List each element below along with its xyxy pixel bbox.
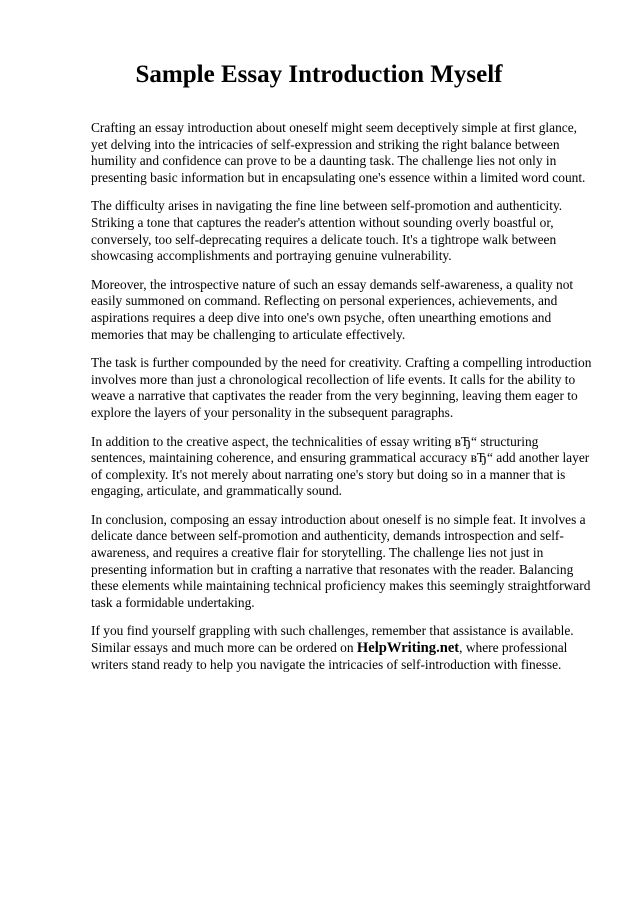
paragraph-7 [91,623,593,673]
paragraph-3: Moreover, the introspective nature of such an essay demands self-awareness, a quality not easily summoned on command. Reflecting on personal experiences, achievements, and aspirations requires a deep dive into one's own psyche, often unearthing emotions and memories that may be challenging to articulate effectively. [91,276,574,342]
document-title: Sample Essay Introduction Myself [135,61,503,88]
paragraph-5: In addition to the creative aspect, the technicalities of essay writing вЂ“ structuring sentences, maintaining coherence, and ensuring grammatical accuracy вЂ“ add another layer of complexity. It's not merely about narrating one's story but doing so in a manner that is engaging, articulate, and grammatically sound. [91,433,590,499]
paragraph-6: In conclusion, composing an essay introduction about oneself is no simple feat. It involves a delicate dance between self-promotion and authenticity, demands introspection and self-awareness, and requires a creative flair for storytelling. The challenge lies not just in presenting information but in crafting a narrative that resonates with the reader. Balancing these elements while maintaining technical proficiency makes this seemingly straightforward task a formidable undertaking. [91,511,591,610]
helpwriting-link[interactable]: HelpWriting.net [356,640,460,657]
document-body [91,120,593,685]
paragraph-4: The task is further compounded by the need for creativity. Crafting a compelling introduction involves more than just a chronological recollection of life events. It calls for the ability to weave a narrative that captivates the reader from the very beginning, leaving them eager to explore the layers of your personality in the subsequent paragraphs. [91,355,592,420]
paragraph-7-text-before-link: If you find yourself grappling with such challenges, remember that assistance is available. Similar essays and much more can be ordered on [91,623,574,656]
paragraph-1: Crafting an essay introduction about oneself might seem deceptively simple at first glance, yet delving into the intricacies of self-expression and striking the right balance between humility and confidence can prove to be a daunting task. The challenge lies not only in presenting basic information but in encapsulating one's essence within a limited word count. [91,120,586,185]
paragraph-7-text-after-link: , where professional writers stand ready to help you navigate the intricacies of self-introduction with finesse. [91,640,568,672]
paragraph-2: The difficulty arises in navigating the fine line between self-promotion and authenticity. Striking a tone that captures the reader's attention without sounding overly boastful or, conversely, too self-deprecating requires a delicate touch. It's a tightrope walk between showcasing accomplishments and portraying genuine vulnerability. [91,198,563,264]
